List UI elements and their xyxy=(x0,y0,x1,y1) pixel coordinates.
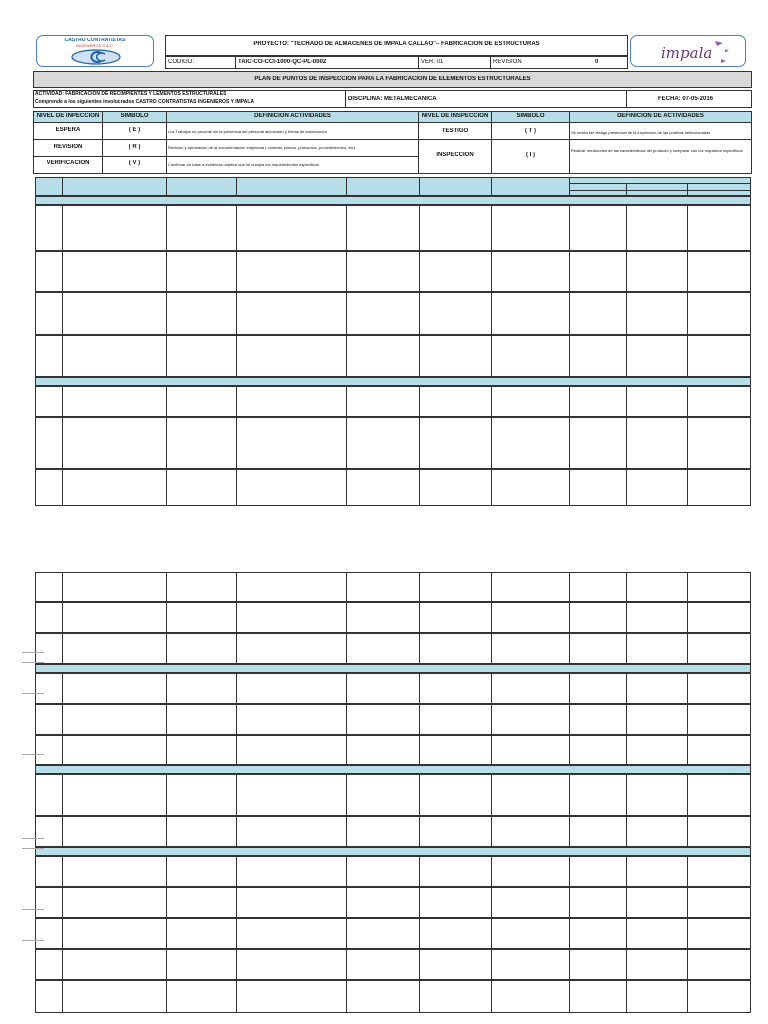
cell-divider xyxy=(569,572,570,602)
cell-divider xyxy=(346,205,347,251)
cell-divider xyxy=(419,386,420,417)
cell-divider xyxy=(419,704,420,735)
cell-divider xyxy=(491,774,492,816)
legend-def-verificacion: Confirmar en base a evidencia objetiva que se cumpla los requerimientos especificos xyxy=(168,162,319,167)
table-row xyxy=(35,572,751,602)
table-row xyxy=(35,856,751,887)
cell-divider xyxy=(62,980,63,1013)
cell-divider xyxy=(626,856,627,887)
cell-divider xyxy=(346,704,347,735)
cell-divider xyxy=(419,856,420,887)
cell-divider xyxy=(236,205,237,251)
cell-divider xyxy=(166,774,167,816)
cell-divider xyxy=(626,704,627,735)
table-row xyxy=(35,386,751,417)
cell-divider xyxy=(491,887,492,918)
cell-divider xyxy=(491,980,492,1013)
cell-divider xyxy=(166,469,167,506)
legend-simbolo-verificacion: ( V ) xyxy=(128,160,141,166)
cell-divider xyxy=(569,205,570,251)
cell-divider xyxy=(419,918,420,949)
cell-divider xyxy=(687,735,688,765)
cell-divider xyxy=(346,602,347,633)
cell-divider xyxy=(687,335,688,377)
company-logo-mark-icon xyxy=(71,49,121,65)
cell-divider xyxy=(626,735,627,765)
cell-divider xyxy=(62,887,63,918)
cell-divider xyxy=(687,918,688,949)
company-logo-text: CASTRO CONTRATISTAS xyxy=(64,38,126,43)
margin-mark xyxy=(22,754,44,755)
cell-divider xyxy=(687,205,688,251)
table-row xyxy=(35,673,751,704)
table-row xyxy=(35,735,751,765)
cell-divider xyxy=(346,386,347,417)
cell-divider xyxy=(166,292,167,335)
cell-divider xyxy=(569,469,570,506)
margin-mark xyxy=(22,662,44,663)
cell-divider xyxy=(491,205,492,251)
cell-divider xyxy=(346,856,347,887)
table-row xyxy=(35,918,751,949)
cell-divider xyxy=(236,774,237,816)
table-row xyxy=(35,704,751,735)
legend-nivel-revision: REVISION xyxy=(53,144,83,150)
cell-divider xyxy=(62,417,63,469)
cell-divider xyxy=(166,856,167,887)
cell-divider xyxy=(419,673,420,704)
table-header-band xyxy=(35,177,751,196)
table-row xyxy=(35,602,751,633)
table-row xyxy=(35,774,751,816)
cell-divider xyxy=(346,572,347,602)
section-band xyxy=(35,664,751,673)
cell-divider xyxy=(569,633,570,664)
cell-divider xyxy=(62,774,63,816)
cell-divider xyxy=(687,251,688,292)
cell-divider xyxy=(62,633,63,664)
cell-divider xyxy=(236,816,237,847)
codigo-value: TAIC-CO-CCI-1000-QC-PL-0002 xyxy=(238,59,327,65)
cell-divider xyxy=(626,949,627,980)
cell-divider xyxy=(569,386,570,417)
legend-header-definicion: DEFINICION ACTIVIDADES xyxy=(254,113,331,119)
cell-divider xyxy=(236,602,237,633)
section-band xyxy=(35,196,751,205)
cell-divider xyxy=(569,887,570,918)
cell-divider xyxy=(626,469,627,506)
cell-divider xyxy=(62,251,63,292)
project-title: PROYECTO: "TECHADO DE ALMACENES DE IMPALA CALLAO"– FABRICACION DE ESTRUCTURAS xyxy=(253,41,540,47)
cell-divider xyxy=(419,335,420,377)
cell-divider xyxy=(62,572,63,602)
cell-divider xyxy=(687,572,688,602)
cell-divider xyxy=(419,980,420,1013)
cell-divider xyxy=(419,774,420,816)
cell-divider xyxy=(419,572,420,602)
cell-divider xyxy=(687,602,688,633)
cell-divider xyxy=(236,856,237,887)
table-row xyxy=(35,469,751,506)
cell-divider xyxy=(569,774,570,816)
margin-mark xyxy=(22,940,44,941)
cell-divider xyxy=(626,205,627,251)
cell-divider xyxy=(419,417,420,469)
legend-nivel-inspeccion: INSPECCION xyxy=(436,152,474,158)
cell-divider xyxy=(491,335,492,377)
cell-divider xyxy=(236,673,237,704)
cell-divider xyxy=(569,292,570,335)
table-row xyxy=(35,251,751,292)
cell-divider xyxy=(166,980,167,1013)
cell-divider xyxy=(62,816,63,847)
cell-divider xyxy=(346,887,347,918)
cell-divider xyxy=(626,602,627,633)
cell-divider xyxy=(626,887,627,918)
company-logo-subtext: INGENIEROS S.A.C. xyxy=(76,43,114,48)
cell-divider xyxy=(569,980,570,1013)
cell-divider xyxy=(687,949,688,980)
legend-header-definicion-2: DEFINICION DE ACTIVIDADES xyxy=(617,113,704,119)
cell-divider xyxy=(687,469,688,506)
legend-def-revision: Revicion y aprobacion de la documentacion empleada ( contrato, planos, protocolos, procedimientos, etc) xyxy=(168,145,355,150)
cell-divider xyxy=(687,633,688,664)
cell-divider xyxy=(166,386,167,417)
cell-divider xyxy=(346,918,347,949)
version-label: VER: 01 xyxy=(421,59,444,65)
legend-simbolo-testigo: ( T ) xyxy=(525,128,536,134)
legend-def-testigo: Se nesita ser testigo presencial de la inspeccion de las pruebas seleccionadas xyxy=(571,130,711,135)
cell-divider xyxy=(687,704,688,735)
cell-divider xyxy=(687,292,688,335)
cell-divider xyxy=(62,704,63,735)
cell-divider xyxy=(569,251,570,292)
cell-divider xyxy=(687,816,688,847)
cell-divider xyxy=(626,673,627,704)
cell-divider xyxy=(491,633,492,664)
cell-divider xyxy=(687,386,688,417)
table-row xyxy=(35,816,751,847)
cell-divider xyxy=(491,386,492,417)
plan-title-band xyxy=(33,71,752,88)
legend-nivel-espera: ESPERA xyxy=(55,127,81,133)
inspection-table xyxy=(35,177,751,506)
cell-divider xyxy=(569,735,570,765)
cell-divider xyxy=(346,735,347,765)
cell-divider xyxy=(491,572,492,602)
table-row xyxy=(35,335,751,377)
comprende-text: Comprende a los siguientes involucrados CASTRO CONTRATISTAS INGENIEROS Y IMPALA xyxy=(35,99,255,105)
legend-simbolo-espera: ( E ) xyxy=(128,127,141,133)
cell-divider xyxy=(62,205,63,251)
cell-divider xyxy=(166,335,167,377)
cell-divider xyxy=(166,735,167,765)
cell-divider xyxy=(236,980,237,1013)
cell-divider xyxy=(626,251,627,292)
cell-divider xyxy=(626,292,627,335)
cell-divider xyxy=(491,735,492,765)
cell-divider xyxy=(166,918,167,949)
cell-divider xyxy=(569,816,570,847)
cell-divider xyxy=(419,602,420,633)
cell-divider xyxy=(419,251,420,292)
table-row xyxy=(35,292,751,335)
cell-divider xyxy=(569,856,570,887)
cell-divider xyxy=(626,980,627,1013)
section-band xyxy=(35,847,751,856)
cell-divider xyxy=(346,335,347,377)
cell-divider xyxy=(491,469,492,506)
cell-divider xyxy=(569,417,570,469)
client-logo xyxy=(630,35,746,67)
cell-divider xyxy=(491,673,492,704)
table-row xyxy=(35,205,751,251)
cell-divider xyxy=(626,816,627,847)
cell-divider xyxy=(346,816,347,847)
cell-divider xyxy=(62,292,63,335)
cell-divider xyxy=(62,602,63,633)
cell-divider xyxy=(491,417,492,469)
cell-divider xyxy=(687,673,688,704)
cell-divider xyxy=(687,980,688,1013)
cell-divider xyxy=(687,417,688,469)
cell-divider xyxy=(491,251,492,292)
cell-divider xyxy=(346,673,347,704)
table-row xyxy=(35,887,751,918)
cell-divider xyxy=(569,704,570,735)
cell-divider xyxy=(236,335,237,377)
legend-def-inspeccion: Realizar mediciones de las caracteristicas del producto y comparar con los requisitos especificos xyxy=(571,148,743,153)
cell-divider xyxy=(569,949,570,980)
fecha-text: FECHA: 07-05-2016 xyxy=(658,96,714,102)
inspection-table xyxy=(35,572,751,1013)
table-row xyxy=(35,417,751,469)
cell-divider xyxy=(62,335,63,377)
cell-divider xyxy=(236,386,237,417)
cell-divider xyxy=(419,633,420,664)
cell-divider xyxy=(166,633,167,664)
cell-divider xyxy=(346,774,347,816)
cell-divider xyxy=(569,335,570,377)
cell-divider xyxy=(626,633,627,664)
margin-mark xyxy=(22,909,44,910)
cell-divider xyxy=(491,949,492,980)
activity-text: ACTIVIDAD: FABRICACION DE RECIMPIENTES Y LEMENTOS ESTRUCTURALES xyxy=(35,91,227,97)
cell-divider xyxy=(419,887,420,918)
revision-value: 0 xyxy=(595,59,599,65)
cell-divider xyxy=(346,980,347,1013)
cell-divider xyxy=(236,292,237,335)
cell-divider xyxy=(166,572,167,602)
legend-header-simbolo-2: SIMBOLO xyxy=(516,113,545,119)
revision-label: REVISION xyxy=(493,59,522,65)
cell-divider xyxy=(569,918,570,949)
cell-divider xyxy=(236,572,237,602)
cell-divider xyxy=(626,417,627,469)
legend-nivel-testigo: TESTIGO xyxy=(441,128,469,134)
disciplina-text: DISCPLINA: METALMECANICA xyxy=(348,96,437,102)
cell-divider xyxy=(236,918,237,949)
cell-divider xyxy=(491,918,492,949)
cell-divider xyxy=(491,292,492,335)
cell-divider xyxy=(236,469,237,506)
cell-divider xyxy=(62,673,63,704)
section-band xyxy=(35,765,751,774)
cell-divider xyxy=(346,949,347,980)
cell-divider xyxy=(569,673,570,704)
cell-divider xyxy=(166,887,167,918)
cell-divider xyxy=(166,251,167,292)
codigo-label: CODIGO: xyxy=(168,59,195,65)
cell-divider xyxy=(62,386,63,417)
cell-divider xyxy=(236,633,237,664)
company-logo xyxy=(36,35,154,67)
cell-divider xyxy=(236,949,237,980)
cell-divider xyxy=(166,949,167,980)
legend-header-nivel-2: NIVEL DE INSPECCION xyxy=(421,113,489,119)
legend-simbolo-inspeccion: ( I ) xyxy=(526,152,535,158)
cell-divider xyxy=(346,417,347,469)
legend-simbolo-revision: ( R ) xyxy=(128,144,141,150)
cell-divider xyxy=(491,704,492,735)
cell-divider xyxy=(62,735,63,765)
cell-divider xyxy=(491,856,492,887)
legend-nivel-verificacion: VERIFICACION xyxy=(46,160,90,166)
legend-header-simbolo: SIMBOLO xyxy=(120,113,149,119)
plan-title: PLAN DE PUNTOS DE INSPECCION PARA LA FABRICACION DE ELEMENTOS ESTRUCTURALES xyxy=(254,76,531,82)
cell-divider xyxy=(687,856,688,887)
section-band xyxy=(35,377,751,386)
legend-header-nivel: NIVEL DE INPECCION xyxy=(36,113,100,119)
table-row xyxy=(35,980,751,1013)
cell-divider xyxy=(687,887,688,918)
cell-divider xyxy=(62,856,63,887)
cell-divider xyxy=(419,205,420,251)
margin-mark xyxy=(22,652,44,653)
cell-divider xyxy=(236,251,237,292)
cell-divider xyxy=(419,816,420,847)
cell-divider xyxy=(166,673,167,704)
cell-divider xyxy=(62,949,63,980)
cell-divider xyxy=(166,205,167,251)
cell-divider xyxy=(687,774,688,816)
cell-divider xyxy=(626,335,627,377)
cell-divider xyxy=(626,918,627,949)
client-logo-text: impala xyxy=(661,44,713,62)
cell-divider xyxy=(62,469,63,506)
cell-divider xyxy=(419,735,420,765)
cell-divider xyxy=(236,704,237,735)
cell-divider xyxy=(491,816,492,847)
cell-divider xyxy=(346,292,347,335)
margin-mark xyxy=(22,848,44,849)
cell-divider xyxy=(236,417,237,469)
margin-mark xyxy=(22,838,44,839)
cell-divider xyxy=(236,887,237,918)
cell-divider xyxy=(346,633,347,664)
cell-divider xyxy=(626,774,627,816)
cell-divider xyxy=(626,386,627,417)
cell-divider xyxy=(491,602,492,633)
cell-divider xyxy=(626,572,627,602)
cell-divider xyxy=(166,602,167,633)
margin-mark xyxy=(22,693,44,694)
cell-divider xyxy=(419,469,420,506)
cell-divider xyxy=(166,417,167,469)
cell-divider xyxy=(346,469,347,506)
cell-divider xyxy=(419,949,420,980)
cell-divider xyxy=(166,816,167,847)
table-row xyxy=(35,633,751,664)
cell-divider xyxy=(346,251,347,292)
cell-divider xyxy=(569,602,570,633)
cell-divider xyxy=(419,292,420,335)
project-title-box xyxy=(165,35,628,56)
cell-divider xyxy=(236,735,237,765)
cell-divider xyxy=(166,704,167,735)
client-logo-mark-icon xyxy=(711,39,731,65)
cell-divider xyxy=(62,918,63,949)
legend-def-espera: Los Trabajos no procede sin la presencia del personal autorizado y firmas de autorizacion xyxy=(168,129,327,134)
table-row xyxy=(35,949,751,980)
